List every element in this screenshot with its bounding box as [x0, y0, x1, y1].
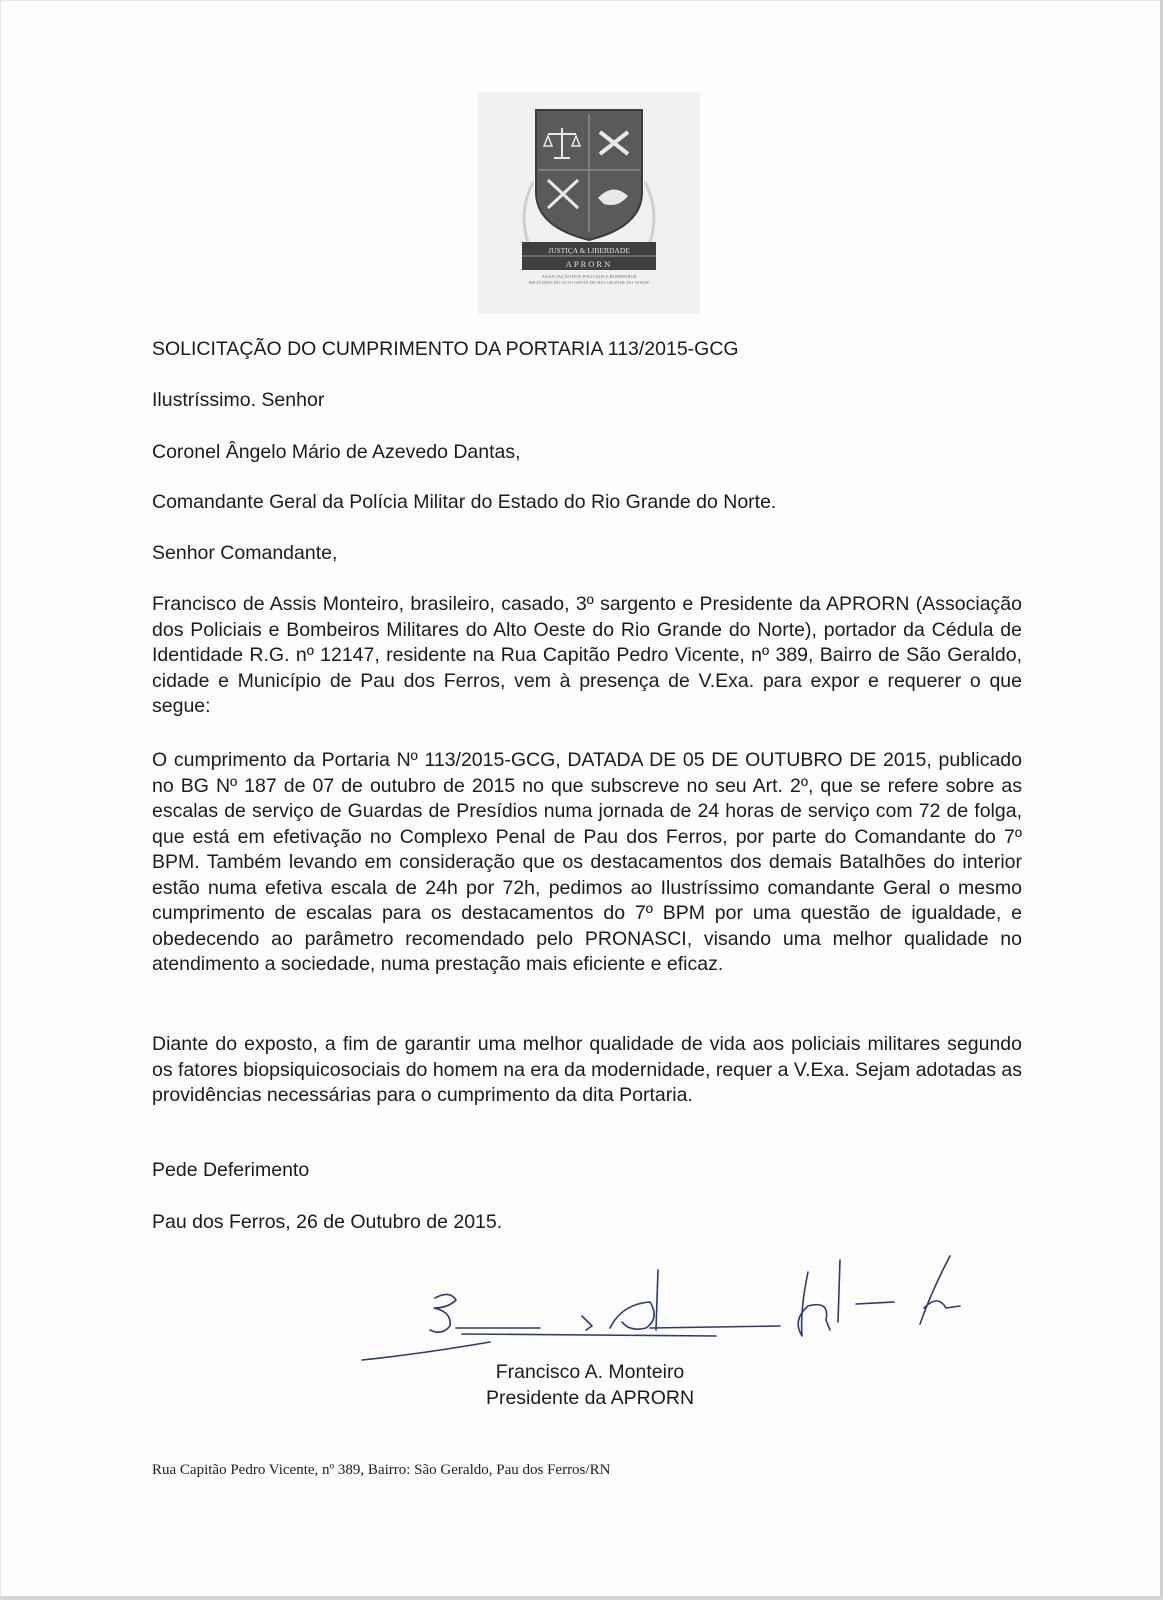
emblem-fine-print-2: MILITARES DO ALTO OESTE DO RIO GRANDE DO NORTE — [528, 280, 650, 285]
salutation: Ilustríssimo. Senhor — [152, 389, 325, 411]
aprorn-emblem — [478, 92, 700, 314]
paragraph-requester: Francisco de Assis Monteiro, brasileiro, casado, 3º sargento e Presidente da APRORN (Associação dos Policiais e Bombeiros Militares do Alto Oeste do Rio Grande do Norte), portador da Cédula de Identidade R.G. nº 12147, residente na Rua Capitão Pedro Vicente, nº 389, Bairro de São Geraldo, cidade e Município de Pau dos Ferros, vem à presença de V.Exa. para expor e requerer o que segue: — [152, 593, 1022, 717]
page-edge-bottom — [0, 1596, 1163, 1600]
emblem-graphic — [478, 92, 700, 314]
emblem-motto: JUSTIÇA & LIBERDADE — [548, 246, 630, 255]
handwritten-signature — [360, 1250, 970, 1370]
addressee-name: Coronel Ângelo Mário de Azevedo Dantas, — [152, 441, 521, 463]
addressee-role: Comandante Geral da Polícia Militar do Estado do Rio Grande do Norte. — [152, 491, 777, 513]
emblem-acronym: APRORN — [565, 259, 613, 269]
place-and-date: Pau dos Ferros, 26 de Outubro de 2015. — [152, 1211, 503, 1233]
emblem-fine-print-1: ASSOCIAÇÃO DOS POLICIAIS E BOMBEIROS — [541, 274, 637, 279]
closing: Pede Deferimento — [152, 1159, 310, 1181]
letter-title: SOLICITAÇÃO DO CUMPRIMENTO DA PORTARIA 113/2015-GCG — [152, 338, 739, 360]
paragraph-request: O cumprimento da Portaria Nº 113/2015-GCG, DATADA DE 05 DE OUTUBRO DE 2015, publicado no BG Nº 187 de 07 de outubro de 2015 no que subscreve no seu Art. 2º, que se refere sobre as escalas de serviço de Guardas de Presídios numa jornada de 24 horas de serviço com 72 de folga, que está em efetivação no Complexo Penal de Pau dos Ferros, por parte do Comandante do 7º BPM. Também levando em consideração que os destacamentos dos demais Batalhões do interior estão numa efetiva escala de 24h por 72h, pedimos ao Ilustríssimo comandante Geral o mesmo cumprimento de escalas para os destacamentos do 7º BPM por uma questão de igualdade, e obedecendo ao parâmetro recomendado pelo PRONASCI, visando uma melhor qualidade no atendimento a sociedade, numa prestação mais eficiente e eficaz. — [152, 749, 1022, 975]
greeting: Senhor Comandante, — [152, 542, 338, 564]
paragraph-conclusion: Diante do exposto, a fim de garantir uma melhor qualidade de vida aos policiais militares segundo os fatores biopsiquicosociais do homem na era da modernidade, requer a V.Exa. Sejam adotadas as providências necessárias para o cumprimento da dita Portaria. — [152, 1033, 1022, 1106]
signatory-name: Francisco A. Monteiro — [495, 1361, 685, 1383]
signatory-role: Presidente da APRORN — [485, 1387, 695, 1409]
footer-address: Rua Capitão Pedro Vicente, nº 389, Bairro: São Geraldo, Pau dos Ferros/RN — [152, 1462, 611, 1478]
